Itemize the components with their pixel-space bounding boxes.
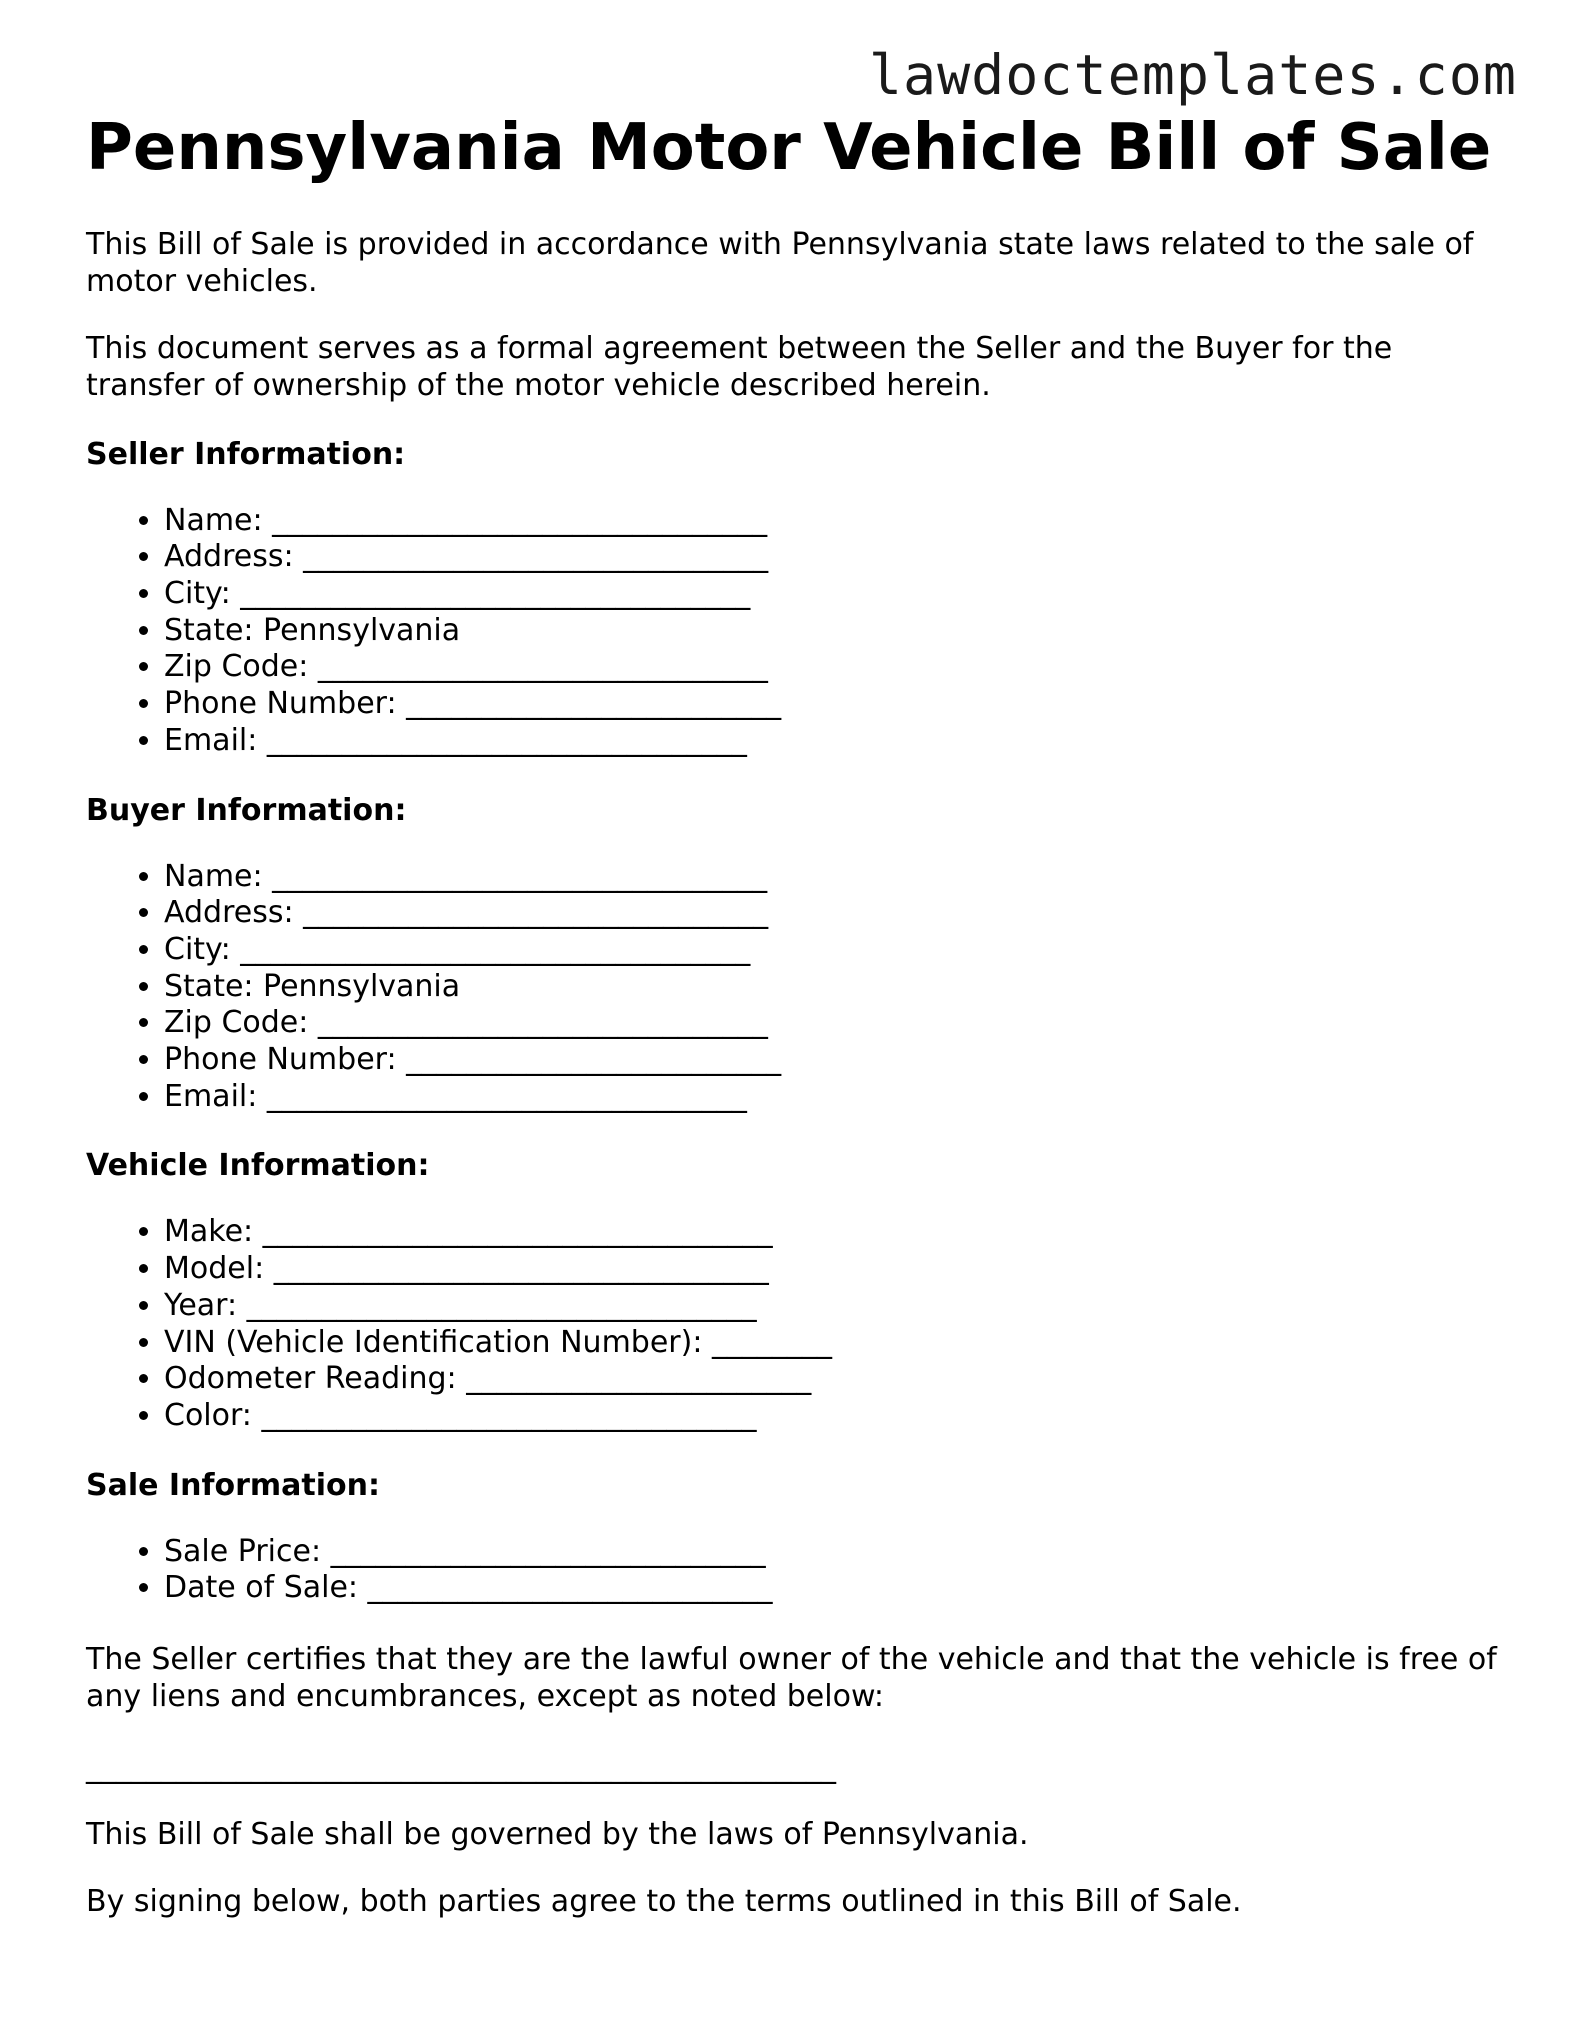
- seller-name-field[interactable]: • Name: _________________________________: [164, 503, 1506, 540]
- vehicle-model-field[interactable]: • Model: _________________________________: [164, 1251, 1506, 1288]
- buyer-email-field[interactable]: • Email: ________________________________: [164, 1079, 1506, 1116]
- seller-zip-field[interactable]: • Zip Code: ______________________________: [164, 649, 1506, 686]
- sale-date-field[interactable]: • Date of Sale: ___________________________: [164, 1570, 1506, 1607]
- governing-law-paragraph: This Bill of Sale shall be governed by the laws of Pennsylvania.: [86, 1817, 1029, 1853]
- seller-info-list: [86, 503, 1506, 760]
- signing-agreement-paragraph: By signing below, both parties agree to the terms outlined in this Bill of Sale.: [86, 1884, 1242, 1920]
- buyer-zip-field[interactable]: • Zip Code: ______________________________: [164, 1005, 1506, 1042]
- buyer-name-field[interactable]: • Name: _________________________________: [164, 859, 1506, 896]
- sale-price-field[interactable]: • Sale Price: _____________________________: [164, 1534, 1506, 1571]
- page-title: Pennsylvania Motor Vehicle Bill of Sale: [86, 111, 1492, 185]
- buyer-phone-field[interactable]: • Phone Number: _________________________: [164, 1042, 1506, 1079]
- vehicle-odometer-field[interactable]: • Odometer Reading: _______________________: [164, 1361, 1506, 1398]
- sale-info-list: [86, 1534, 1506, 1607]
- document-page: [86, 112, 1506, 1920]
- seller-certification-paragraph: The Seller certifies that they are the lawful owner of the vehicle and that the vehicle is free of any liens and encumbrances, except as noted below:: [86, 1642, 1497, 1715]
- site-watermark: lawdoctemplates.com: [868, 43, 1517, 107]
- vehicle-year-field[interactable]: • Year: __________________________________: [164, 1288, 1506, 1325]
- seller-section-heading: Seller Information:: [86, 436, 406, 472]
- buyer-info-list: [86, 859, 1506, 1116]
- intro-paragraph-2: This document serves as a formal agreement between the Seller and the Buyer for the transfer of ownership of the motor vehicle described herein.: [86, 330, 1393, 403]
- seller-email-field[interactable]: • Email: ________________________________: [164, 723, 1506, 760]
- sale-section-heading: Sale Information:: [86, 1467, 380, 1503]
- buyer-state-field: • State: Pennsylvania: [164, 969, 1506, 1006]
- liens-notes-line[interactable]: __________________________________________________: [86, 1750, 836, 1786]
- intro-paragraph-1: This Bill of Sale is provided in accordance with Pennsylvania state laws related to the sale of motor vehicles.: [86, 226, 1474, 299]
- buyer-city-field[interactable]: • City: __________________________________: [164, 932, 1506, 969]
- vehicle-color-field[interactable]: • Color: _________________________________: [164, 1398, 1506, 1435]
- seller-city-field[interactable]: • City: __________________________________: [164, 576, 1506, 613]
- buyer-section-heading: Buyer Information:: [86, 792, 407, 828]
- vehicle-vin-field[interactable]: • VIN (Vehicle Identification Number): ________: [164, 1325, 1506, 1362]
- seller-phone-field[interactable]: • Phone Number: _________________________: [164, 686, 1506, 723]
- vehicle-section-heading: Vehicle Information:: [86, 1148, 430, 1184]
- seller-address-field[interactable]: • Address: _______________________________: [164, 539, 1506, 576]
- vehicle-info-list: [86, 1214, 1506, 1434]
- buyer-address-field[interactable]: • Address: _______________________________: [164, 895, 1506, 932]
- vehicle-make-field[interactable]: • Make: __________________________________: [164, 1214, 1506, 1251]
- seller-state-field: • State: Pennsylvania: [164, 613, 1506, 650]
